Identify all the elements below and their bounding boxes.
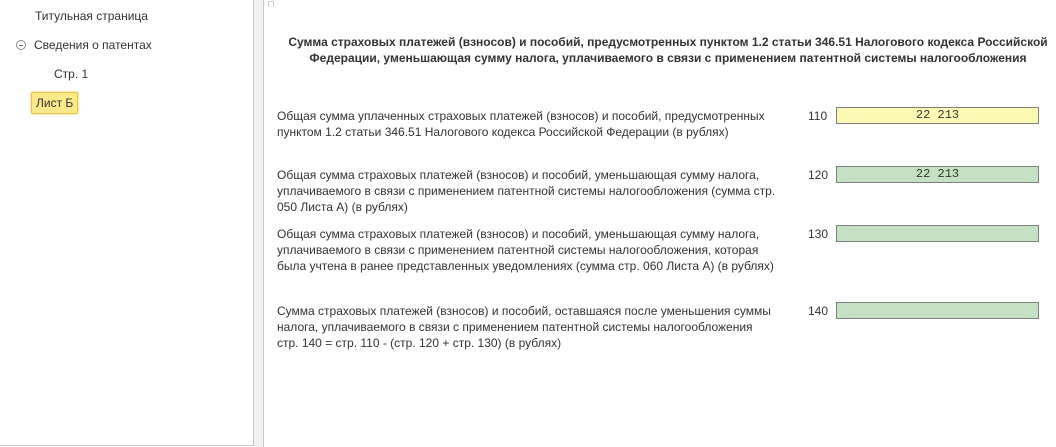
row-code-120: 120 [808, 168, 829, 182]
row-code-130: 130 [808, 227, 829, 241]
input-line-120[interactable]: 22 213 [836, 166, 1039, 183]
tree-item-label: Стр. 1 [54, 67, 89, 81]
sections-tree [0, 0, 254, 446]
tree-item-patents[interactable] [16, 37, 152, 53]
row-label-130: Общая сумма страховых платежей (взносов) и пособий, уменьшающая сумму налога, уплачиваемого в связи с применением патентной системы налогообложения, которая была учтена в ранее представленных уведомлениях (сумма стр. 060 Листа А) (в рублях) [277, 227, 774, 273]
tree-item-page-1[interactable] [54, 66, 88, 82]
tree-item-label: Лист Б [36, 96, 74, 110]
form-heading: Сумма страховых платежей (взносов) и пособий, предусмотренных пунктом 1.2 статьи 346.51 Налогового кодекса Российской Федерации, уменьшающая сумму налога, уплачиваемого в связи с применением патентной системы налогообложения [288, 35, 1048, 65]
row-code-140: 140 [808, 304, 829, 318]
corner-mark [268, 1, 274, 7]
row-label-110: Общая сумма уплаченных страховых платежей (взносов) и пособий, предусмотренных пунктом 1.2 статьи 346.51 Налогового кодекса Российской Федерации (в рублях) [277, 109, 765, 139]
row-label-120: Общая сумма страховых платежей (взносов) и пособий, уменьшающая сумму налога, уплачиваемого в связи с применением патентной системы налогообложения (сумма стр. 050 Листа А) (в рублях) [277, 168, 776, 214]
tree-item-title-page[interactable] [35, 8, 148, 24]
panel-splitter[interactable] [254, 0, 264, 447]
collapse-icon[interactable] [16, 40, 26, 50]
input-line-130[interactable] [836, 225, 1039, 242]
row-code-110: 110 [808, 109, 828, 123]
tree-item-label: Сведения о патентах [34, 38, 152, 52]
input-line-140[interactable] [836, 302, 1039, 319]
tree-item-label: Титульная страница [35, 9, 148, 23]
tree-item-sheet-b[interactable] [31, 92, 78, 114]
form-area [265, 0, 1056, 447]
input-line-110[interactable]: 22 213 [836, 107, 1039, 124]
row-label-140: Сумма страховых платежей (взносов) и пособий, оставшаяся после уменьшения суммы налога, уплачиваемого в связи с применением патентной системы налогообложения стр. 140 = стр. 110 - (стр. 120 + стр. 130) (в рублях) [277, 304, 771, 350]
